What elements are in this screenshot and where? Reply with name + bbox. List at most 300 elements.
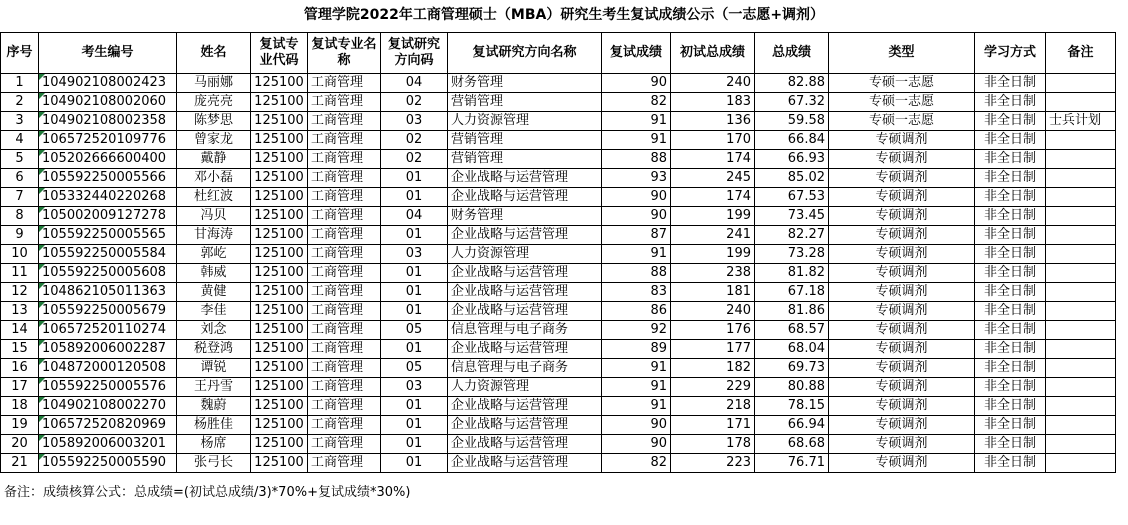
table-cell: 68.04: [755, 340, 829, 359]
table-cell: 02: [381, 150, 448, 169]
table-cell: 59.58: [755, 112, 829, 131]
table-cell: 专硕调剂: [829, 150, 975, 169]
table-cell: 工商管理: [308, 359, 381, 378]
table-cell: 非全日制: [975, 416, 1046, 435]
table-cell: 02: [381, 131, 448, 150]
table-cell: 财务管理: [448, 207, 602, 226]
table-cell: 营销管理: [448, 150, 602, 169]
table-cell: 非全日制: [975, 302, 1046, 321]
score-table: [0, 32, 1116, 473]
table-cell: 80.88: [755, 378, 829, 397]
table-cell: 105592250005679: [39, 302, 177, 321]
table-cell: 工商管理: [308, 188, 381, 207]
table-cell: 78.15: [755, 397, 829, 416]
table-cell: 68.68: [755, 435, 829, 454]
table-cell: 240: [671, 74, 755, 93]
table-cell: 125100: [251, 150, 308, 169]
table-cell: 人力资源管理: [448, 112, 602, 131]
table-cell: 125100: [251, 416, 308, 435]
column-header: 复试成绩: [602, 33, 671, 74]
table-cell: 工商管理: [308, 283, 381, 302]
table-cell: 专硕一志愿: [829, 93, 975, 112]
table-cell: 17: [1, 378, 39, 397]
table-cell: 90: [602, 207, 671, 226]
table-cell: 174: [671, 150, 755, 169]
column-header: 复试专业名称: [308, 33, 381, 74]
table-cell: 183: [671, 93, 755, 112]
table-cell: 104902108002060: [39, 93, 177, 112]
table-cell: 105002009127278: [39, 207, 177, 226]
table-cell: 魏蔚: [177, 397, 251, 416]
table-cell: 83: [602, 283, 671, 302]
table-cell: 企业战略与运营管理: [448, 188, 602, 207]
table-cell: 专硕调剂: [829, 435, 975, 454]
table-cell: 01: [381, 226, 448, 245]
table-cell: [1046, 131, 1116, 150]
table-cell: [1046, 454, 1116, 473]
table-cell: 125100: [251, 340, 308, 359]
table-cell: 01: [381, 302, 448, 321]
table-cell: 韩威: [177, 264, 251, 283]
table-cell: 营销管理: [448, 93, 602, 112]
table-cell: [1046, 378, 1116, 397]
table-cell: 专硕调剂: [829, 245, 975, 264]
table-cell: [1046, 302, 1116, 321]
table-cell: 企业战略与运营管理: [448, 454, 602, 473]
table-cell: 241: [671, 226, 755, 245]
table-cell: 238: [671, 264, 755, 283]
table-cell: 专硕调剂: [829, 131, 975, 150]
table-cell: 郭屹: [177, 245, 251, 264]
table-cell: 20: [1, 435, 39, 454]
table-cell: 税登鸿: [177, 340, 251, 359]
table-cell: 非全日制: [975, 226, 1046, 245]
table-cell: 76.71: [755, 454, 829, 473]
table-row: [1, 397, 1116, 416]
table-cell: 223: [671, 454, 755, 473]
table-cell: 专硕调剂: [829, 207, 975, 226]
table-cell: 125100: [251, 435, 308, 454]
table-cell: 专硕调剂: [829, 321, 975, 340]
page-title: 管理学院2022年工商管理硕士（MBA）研究生考生复试成绩公示（一志愿+调剂）: [303, 7, 825, 23]
table-cell: 6: [1, 169, 39, 188]
table-cell: 106572520110274: [39, 321, 177, 340]
table-cell: 工商管理: [308, 435, 381, 454]
table-cell: 125100: [251, 283, 308, 302]
table-cell: 04: [381, 74, 448, 93]
table-row: [1, 93, 1116, 112]
table-cell: 工商管理: [308, 131, 381, 150]
table-cell: 专硕调剂: [829, 226, 975, 245]
table-cell: 87: [602, 226, 671, 245]
table-cell: 9: [1, 226, 39, 245]
table-cell: 非全日制: [975, 359, 1046, 378]
table-cell: [1046, 435, 1116, 454]
table-cell: 非全日制: [975, 93, 1046, 112]
table-row: [1, 321, 1116, 340]
table-cell: 信息管理与电子商务: [448, 359, 602, 378]
table-cell: 105332440220268: [39, 188, 177, 207]
table-cell: 非全日制: [975, 397, 1046, 416]
table-cell: 甘海涛: [177, 226, 251, 245]
table-cell: 91: [602, 112, 671, 131]
table-cell: 82: [602, 454, 671, 473]
table-cell: 企业战略与运营管理: [448, 397, 602, 416]
table-cell: 专硕一志愿: [829, 112, 975, 131]
table-cell: 66.93: [755, 150, 829, 169]
table-cell: 73.45: [755, 207, 829, 226]
table-cell: 工商管理: [308, 397, 381, 416]
table-cell: 人力资源管理: [448, 378, 602, 397]
table-body: [1, 74, 1116, 473]
table-cell: 非全日制: [975, 283, 1046, 302]
table-cell: 105592250005566: [39, 169, 177, 188]
table-cell: [1046, 245, 1116, 264]
table-cell: [1046, 397, 1116, 416]
table-cell: 专硕一志愿: [829, 74, 975, 93]
table-cell: 8: [1, 207, 39, 226]
table-cell: 非全日制: [975, 378, 1046, 397]
table-cell: 67.53: [755, 188, 829, 207]
table-cell: 专硕调剂: [829, 169, 975, 188]
table-cell: 陈梦思: [177, 112, 251, 131]
table-row: [1, 454, 1116, 473]
table-cell: 170: [671, 131, 755, 150]
table-cell: 01: [381, 435, 448, 454]
table-cell: 工商管理: [308, 74, 381, 93]
table-cell: 93: [602, 169, 671, 188]
table-cell: 专硕调剂: [829, 416, 975, 435]
table-cell: 工商管理: [308, 226, 381, 245]
table-cell: 177: [671, 340, 755, 359]
table-cell: 15: [1, 340, 39, 359]
table-cell: 125100: [251, 359, 308, 378]
table-header: [1, 33, 1116, 74]
table-cell: 非全日制: [975, 207, 1046, 226]
column-header: 复试研究方向名称: [448, 33, 602, 74]
table-cell: 82: [602, 93, 671, 112]
column-header: 姓名: [177, 33, 251, 74]
table-cell: 曾家龙: [177, 131, 251, 150]
table-cell: 19: [1, 416, 39, 435]
table-row: [1, 264, 1116, 283]
table-cell: [1046, 74, 1116, 93]
table-cell: 专硕调剂: [829, 283, 975, 302]
table-cell: 工商管理: [308, 169, 381, 188]
column-header: 考生编号: [39, 33, 177, 74]
table-cell: 01: [381, 397, 448, 416]
table-cell: [1046, 283, 1116, 302]
table-cell: [1046, 321, 1116, 340]
table-cell: 专硕调剂: [829, 359, 975, 378]
table-cell: 企业战略与运营管理: [448, 416, 602, 435]
table-cell: 218: [671, 397, 755, 416]
table-cell: 非全日制: [975, 435, 1046, 454]
table-cell: 01: [381, 283, 448, 302]
table-cell: 企业战略与运营管理: [448, 302, 602, 321]
table-cell: 2: [1, 93, 39, 112]
table-cell: 182: [671, 359, 755, 378]
table-cell: 01: [381, 416, 448, 435]
table-cell: 16: [1, 359, 39, 378]
column-header: 初试总成绩: [671, 33, 755, 74]
formula-note: 备注：成绩核算公式：总成绩=(初试总成绩/3)*70%+复试成绩*30%): [4, 485, 411, 500]
table-cell: 工商管理: [308, 340, 381, 359]
table-cell: 125100: [251, 74, 308, 93]
table-cell: 工商管理: [308, 245, 381, 264]
table-cell: 125100: [251, 454, 308, 473]
table-cell: 125100: [251, 264, 308, 283]
table-cell: 105592250005565: [39, 226, 177, 245]
table-cell: 88: [602, 150, 671, 169]
table-row: [1, 340, 1116, 359]
table-cell: 营销管理: [448, 131, 602, 150]
table-cell: 125100: [251, 207, 308, 226]
column-header: 复试研究方向码: [381, 33, 448, 74]
table-cell: 刘念: [177, 321, 251, 340]
table-row: [1, 435, 1116, 454]
table-cell: 125100: [251, 93, 308, 112]
table-row: [1, 302, 1116, 321]
table-cell: [1046, 416, 1116, 435]
table-row: [1, 226, 1116, 245]
table-cell: [1046, 188, 1116, 207]
table-cell: 马丽娜: [177, 74, 251, 93]
table-cell: 91: [602, 359, 671, 378]
table-cell: 庞亮亮: [177, 93, 251, 112]
table-cell: 工商管理: [308, 454, 381, 473]
table-cell: 士兵计划: [1046, 112, 1116, 131]
table-cell: 106572520820969: [39, 416, 177, 435]
table-cell: 11: [1, 264, 39, 283]
table-cell: 03: [381, 112, 448, 131]
table-row: [1, 74, 1116, 93]
table-cell: 1: [1, 74, 39, 93]
table-cell: 黄健: [177, 283, 251, 302]
table-cell: 工商管理: [308, 112, 381, 131]
table-cell: 81.86: [755, 302, 829, 321]
table-cell: 专硕调剂: [829, 397, 975, 416]
table-cell: 104872000120508: [39, 359, 177, 378]
table-cell: 66.94: [755, 416, 829, 435]
table-cell: [1046, 359, 1116, 378]
table-cell: 02: [381, 93, 448, 112]
table-cell: 非全日制: [975, 454, 1046, 473]
table-row: [1, 150, 1116, 169]
table-cell: 专硕调剂: [829, 264, 975, 283]
table-cell: 工商管理: [308, 93, 381, 112]
table-cell: 13: [1, 302, 39, 321]
table-cell: 03: [381, 378, 448, 397]
table-cell: [1046, 93, 1116, 112]
table-cell: 企业战略与运营管理: [448, 340, 602, 359]
table-cell: 176: [671, 321, 755, 340]
table-cell: 199: [671, 245, 755, 264]
table-cell: 杨胜佳: [177, 416, 251, 435]
table-cell: 174: [671, 188, 755, 207]
table-cell: 人力资源管理: [448, 245, 602, 264]
table-cell: 125100: [251, 397, 308, 416]
table-cell: 李佳: [177, 302, 251, 321]
column-header: 序号: [1, 33, 39, 74]
table-cell: 谭锐: [177, 359, 251, 378]
table-cell: 229: [671, 378, 755, 397]
table-cell: [1046, 226, 1116, 245]
table-cell: 85.02: [755, 169, 829, 188]
table-cell: 91: [602, 397, 671, 416]
table-cell: 工商管理: [308, 416, 381, 435]
table-cell: 企业战略与运营管理: [448, 264, 602, 283]
table-cell: 04: [381, 207, 448, 226]
table-row: [1, 245, 1116, 264]
table-cell: 245: [671, 169, 755, 188]
table-cell: 104902108002358: [39, 112, 177, 131]
table-cell: 3: [1, 112, 39, 131]
table-cell: 181: [671, 283, 755, 302]
table-cell: 12: [1, 283, 39, 302]
table-cell: 68.57: [755, 321, 829, 340]
column-header: 类型: [829, 33, 975, 74]
table-cell: 01: [381, 264, 448, 283]
table-cell: 91: [602, 378, 671, 397]
table-cell: 125100: [251, 226, 308, 245]
table-cell: 专硕调剂: [829, 454, 975, 473]
table-cell: 非全日制: [975, 188, 1046, 207]
table-cell: 非全日制: [975, 245, 1046, 264]
table-cell: 105202666600400: [39, 150, 177, 169]
table-cell: 90: [602, 416, 671, 435]
table-cell: 杜红波: [177, 188, 251, 207]
table-cell: 105592250005576: [39, 378, 177, 397]
table-cell: 01: [381, 169, 448, 188]
table-cell: 106572520109776: [39, 131, 177, 150]
table-cell: 178: [671, 435, 755, 454]
table-row: [1, 188, 1116, 207]
table-cell: 企业战略与运营管理: [448, 283, 602, 302]
table-cell: 125100: [251, 302, 308, 321]
column-header: 复试专业代码: [251, 33, 308, 74]
table-cell: 工商管理: [308, 302, 381, 321]
table-cell: 86: [602, 302, 671, 321]
table-cell: 104902108002423: [39, 74, 177, 93]
table-cell: 非全日制: [975, 264, 1046, 283]
table-cell: 杨席: [177, 435, 251, 454]
table-cell: 82.27: [755, 226, 829, 245]
table-cell: 91: [602, 131, 671, 150]
table-cell: 工商管理: [308, 150, 381, 169]
table-cell: 21: [1, 454, 39, 473]
table-cell: 18: [1, 397, 39, 416]
table-cell: 125100: [251, 378, 308, 397]
table-cell: 240: [671, 302, 755, 321]
table-cell: 125100: [251, 169, 308, 188]
table-row: [1, 283, 1116, 302]
table-cell: 5: [1, 150, 39, 169]
table-cell: 10: [1, 245, 39, 264]
table-row: [1, 207, 1116, 226]
table-cell: 05: [381, 321, 448, 340]
table-cell: 信息管理与电子商务: [448, 321, 602, 340]
table-cell: 91: [602, 245, 671, 264]
table-cell: 14: [1, 321, 39, 340]
table-cell: 企业战略与运营管理: [448, 226, 602, 245]
table-cell: 非全日制: [975, 74, 1046, 93]
table-cell: [1046, 264, 1116, 283]
table-cell: 82.88: [755, 74, 829, 93]
table-row: [1, 112, 1116, 131]
table-row: [1, 416, 1116, 435]
table-cell: 张弓长: [177, 454, 251, 473]
table-cell: 工商管理: [308, 321, 381, 340]
table-cell: [1046, 207, 1116, 226]
table-cell: 邓小磊: [177, 169, 251, 188]
table-cell: 财务管理: [448, 74, 602, 93]
table-cell: 专硕调剂: [829, 302, 975, 321]
table-cell: 非全日制: [975, 169, 1046, 188]
table-cell: 05: [381, 359, 448, 378]
table-cell: 69.73: [755, 359, 829, 378]
table-cell: 89: [602, 340, 671, 359]
table-cell: 非全日制: [975, 340, 1046, 359]
table-cell: 企业战略与运营管理: [448, 169, 602, 188]
table-cell: 企业战略与运营管理: [448, 435, 602, 454]
table-cell: 105592250005608: [39, 264, 177, 283]
table-cell: 105892006003201: [39, 435, 177, 454]
table-cell: 专硕调剂: [829, 188, 975, 207]
table-cell: 105892006002287: [39, 340, 177, 359]
table-cell: 104862105011363: [39, 283, 177, 302]
header-row: [1, 33, 1116, 74]
table-cell: 67.18: [755, 283, 829, 302]
table-cell: 非全日制: [975, 150, 1046, 169]
table-cell: 171: [671, 416, 755, 435]
table-cell: 67.32: [755, 93, 829, 112]
table-cell: 戴静: [177, 150, 251, 169]
table-row: [1, 378, 1116, 397]
table-cell: 03: [381, 245, 448, 264]
table-cell: 90: [602, 74, 671, 93]
table-cell: 01: [381, 454, 448, 473]
table-cell: 81.82: [755, 264, 829, 283]
table-cell: 专硕调剂: [829, 378, 975, 397]
table-cell: [1046, 169, 1116, 188]
table-cell: [1046, 340, 1116, 359]
table-cell: 92: [602, 321, 671, 340]
table-cell: 01: [381, 340, 448, 359]
table-cell: 工商管理: [308, 378, 381, 397]
table-cell: 125100: [251, 188, 308, 207]
table-cell: 136: [671, 112, 755, 131]
table-cell: 4: [1, 131, 39, 150]
table-cell: 冯贝: [177, 207, 251, 226]
column-header: 学习方式: [975, 33, 1046, 74]
table-row: [1, 131, 1116, 150]
table-cell: 90: [602, 435, 671, 454]
table-row: [1, 359, 1116, 378]
table-cell: 90: [602, 188, 671, 207]
table-cell: 66.84: [755, 131, 829, 150]
table-cell: [1046, 150, 1116, 169]
column-header: 备注: [1046, 33, 1116, 74]
table-cell: 105592250005584: [39, 245, 177, 264]
table-cell: 125100: [251, 245, 308, 264]
table-cell: 105592250005590: [39, 454, 177, 473]
table-cell: 88: [602, 264, 671, 283]
table-cell: 工商管理: [308, 264, 381, 283]
table-cell: 非全日制: [975, 131, 1046, 150]
table-cell: 专硕调剂: [829, 340, 975, 359]
table-cell: 非全日制: [975, 112, 1046, 131]
